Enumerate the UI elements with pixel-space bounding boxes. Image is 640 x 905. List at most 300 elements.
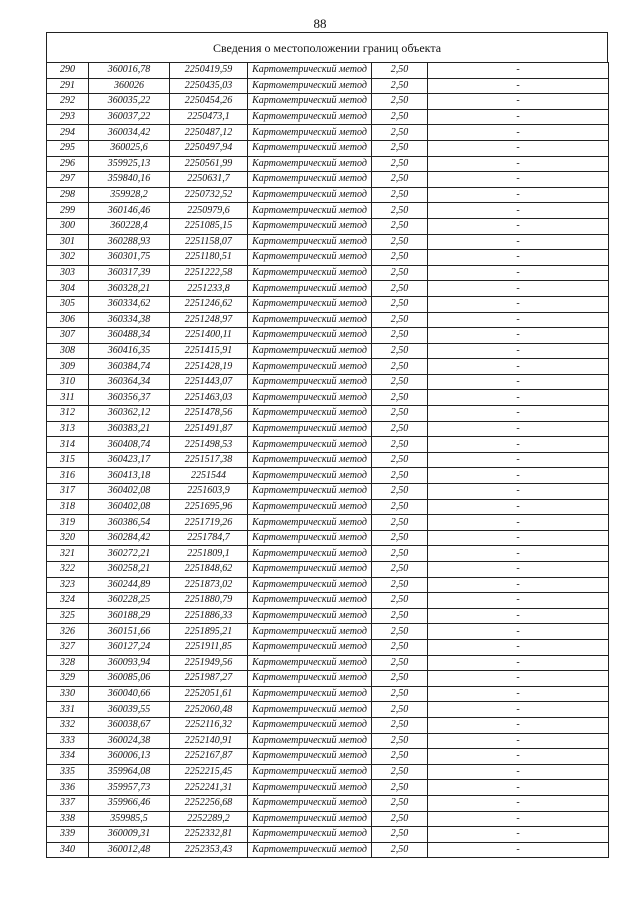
x-coordinate-cell: 359985,5 xyxy=(89,811,170,827)
y-coordinate-cell: 2251498,53 xyxy=(170,437,248,453)
x-coordinate-cell: 360085,06 xyxy=(89,671,170,687)
description-cell: - xyxy=(428,187,609,203)
accuracy-cell: 2,50 xyxy=(372,359,428,375)
accuracy-cell: 2,50 xyxy=(372,577,428,593)
x-coordinate-cell: 359957,73 xyxy=(89,780,170,796)
method-cell: Картометрический метод xyxy=(248,406,372,422)
accuracy-cell: 2,50 xyxy=(372,639,428,655)
description-cell: - xyxy=(428,218,609,234)
point-number-cell: 302 xyxy=(47,250,89,266)
description-cell: - xyxy=(428,639,609,655)
point-number-cell: 324 xyxy=(47,593,89,609)
y-coordinate-cell: 2251233,8 xyxy=(170,281,248,297)
point-number-cell: 312 xyxy=(47,406,89,422)
method-cell: Картометрический метод xyxy=(248,827,372,843)
y-coordinate-cell: 2251719,26 xyxy=(170,515,248,531)
method-cell: Картометрический метод xyxy=(248,655,372,671)
x-coordinate-cell: 359964,08 xyxy=(89,764,170,780)
table-row xyxy=(47,593,609,609)
table-row xyxy=(47,281,609,297)
description-cell: - xyxy=(428,764,609,780)
accuracy-cell: 2,50 xyxy=(372,671,428,687)
point-number-cell: 311 xyxy=(47,390,89,406)
description-cell: - xyxy=(428,702,609,718)
method-cell: Картометрический метод xyxy=(248,546,372,562)
accuracy-cell: 2,50 xyxy=(372,842,428,858)
x-coordinate-cell: 360416,35 xyxy=(89,343,170,359)
coordinates-table-body xyxy=(47,63,609,858)
y-coordinate-cell: 2251463,03 xyxy=(170,390,248,406)
point-number-cell: 338 xyxy=(47,811,89,827)
x-coordinate-cell: 360024,38 xyxy=(89,733,170,749)
method-cell: Картометрический метод xyxy=(248,234,372,250)
y-coordinate-cell: 2252060,48 xyxy=(170,702,248,718)
accuracy-cell: 2,50 xyxy=(372,374,428,390)
point-number-cell: 337 xyxy=(47,795,89,811)
accuracy-cell: 2,50 xyxy=(372,265,428,281)
description-cell: - xyxy=(428,608,609,624)
method-cell: Картометрический метод xyxy=(248,187,372,203)
method-cell: Картометрический метод xyxy=(248,530,372,546)
point-number-cell: 309 xyxy=(47,359,89,375)
y-coordinate-cell: 2252167,87 xyxy=(170,749,248,765)
table-row xyxy=(47,452,609,468)
y-coordinate-cell: 2252140,91 xyxy=(170,733,248,749)
accuracy-cell: 2,50 xyxy=(372,437,428,453)
accuracy-cell: 2,50 xyxy=(372,686,428,702)
method-cell: Картометрический метод xyxy=(248,733,372,749)
method-cell: Картометрический метод xyxy=(248,374,372,390)
table-row xyxy=(47,296,609,312)
point-number-cell: 305 xyxy=(47,296,89,312)
accuracy-cell: 2,50 xyxy=(372,749,428,765)
accuracy-cell: 2,50 xyxy=(372,390,428,406)
description-cell: - xyxy=(428,78,609,94)
y-coordinate-cell: 2250979,6 xyxy=(170,203,248,219)
point-number-cell: 295 xyxy=(47,140,89,156)
x-coordinate-cell: 360034,42 xyxy=(89,125,170,141)
x-coordinate-cell: 360127,24 xyxy=(89,639,170,655)
table-row xyxy=(47,764,609,780)
table-row xyxy=(47,187,609,203)
accuracy-cell: 2,50 xyxy=(372,421,428,437)
table-row xyxy=(47,671,609,687)
table-row xyxy=(47,156,609,172)
table-row xyxy=(47,686,609,702)
point-number-cell: 313 xyxy=(47,421,89,437)
accuracy-cell: 2,50 xyxy=(372,156,428,172)
method-cell: Картометрический метод xyxy=(248,156,372,172)
y-coordinate-cell: 2250561,99 xyxy=(170,156,248,172)
accuracy-cell: 2,50 xyxy=(372,218,428,234)
table-row xyxy=(47,250,609,266)
x-coordinate-cell: 360413,18 xyxy=(89,468,170,484)
description-cell: - xyxy=(428,530,609,546)
page-number: 88 xyxy=(313,16,327,31)
y-coordinate-cell: 2251886,33 xyxy=(170,608,248,624)
method-cell: Картометрический метод xyxy=(248,343,372,359)
table-row xyxy=(47,717,609,733)
x-coordinate-cell: 359966,46 xyxy=(89,795,170,811)
table-row xyxy=(47,499,609,515)
table-row xyxy=(47,421,609,437)
description-cell: - xyxy=(428,359,609,375)
method-cell: Картометрический метод xyxy=(248,281,372,297)
y-coordinate-cell: 2251491,87 xyxy=(170,421,248,437)
x-coordinate-cell: 360301,75 xyxy=(89,250,170,266)
point-number-cell: 296 xyxy=(47,156,89,172)
x-coordinate-cell: 360006,13 xyxy=(89,749,170,765)
x-coordinate-cell: 360272,21 xyxy=(89,546,170,562)
x-coordinate-cell: 360362,12 xyxy=(89,406,170,422)
point-number-cell: 330 xyxy=(47,686,89,702)
table-row xyxy=(47,94,609,110)
y-coordinate-cell: 2251443,07 xyxy=(170,374,248,390)
description-cell: - xyxy=(428,499,609,515)
accuracy-cell: 2,50 xyxy=(372,795,428,811)
table-row xyxy=(47,265,609,281)
method-cell: Картометрический метод xyxy=(248,125,372,141)
accuracy-cell: 2,50 xyxy=(372,140,428,156)
table-row xyxy=(47,702,609,718)
point-number-cell: 328 xyxy=(47,655,89,671)
y-coordinate-cell: 2251478,56 xyxy=(170,406,248,422)
method-cell: Картометрический метод xyxy=(248,63,372,79)
point-number-cell: 339 xyxy=(47,827,89,843)
x-coordinate-cell: 359840,16 xyxy=(89,172,170,188)
description-cell: - xyxy=(428,421,609,437)
description-cell: - xyxy=(428,577,609,593)
accuracy-cell: 2,50 xyxy=(372,125,428,141)
method-cell: Картометрический метод xyxy=(248,328,372,344)
x-coordinate-cell: 360037,22 xyxy=(89,109,170,125)
y-coordinate-cell: 2252353,43 xyxy=(170,842,248,858)
x-coordinate-cell: 360026 xyxy=(89,78,170,94)
x-coordinate-cell: 360317,39 xyxy=(89,265,170,281)
method-cell: Картометрический метод xyxy=(248,203,372,219)
accuracy-cell: 2,50 xyxy=(372,702,428,718)
point-number-cell: 307 xyxy=(47,328,89,344)
point-number-cell: 340 xyxy=(47,842,89,858)
method-cell: Картометрический метод xyxy=(248,421,372,437)
x-coordinate-cell: 360328,21 xyxy=(89,281,170,297)
description-cell: - xyxy=(428,125,609,141)
description-cell: - xyxy=(428,250,609,266)
method-cell: Картометрический метод xyxy=(248,749,372,765)
description-cell: - xyxy=(428,328,609,344)
method-cell: Картометрический метод xyxy=(248,390,372,406)
method-cell: Картометрический метод xyxy=(248,780,372,796)
point-number-cell: 316 xyxy=(47,468,89,484)
x-coordinate-cell: 360228,25 xyxy=(89,593,170,609)
accuracy-cell: 2,50 xyxy=(372,187,428,203)
description-cell: - xyxy=(428,671,609,687)
description-cell: - xyxy=(428,109,609,125)
point-number-cell: 310 xyxy=(47,374,89,390)
description-cell: - xyxy=(428,296,609,312)
accuracy-cell: 2,50 xyxy=(372,655,428,671)
description-cell: - xyxy=(428,546,609,562)
point-number-cell: 317 xyxy=(47,484,89,500)
description-cell: - xyxy=(428,624,609,640)
table-row xyxy=(47,374,609,390)
table-row xyxy=(47,437,609,453)
table-row xyxy=(47,795,609,811)
accuracy-cell: 2,50 xyxy=(372,764,428,780)
point-number-cell: 326 xyxy=(47,624,89,640)
x-coordinate-cell: 360356,37 xyxy=(89,390,170,406)
table-row xyxy=(47,749,609,765)
point-number-cell: 320 xyxy=(47,530,89,546)
point-number-cell: 292 xyxy=(47,94,89,110)
y-coordinate-cell: 2251517,38 xyxy=(170,452,248,468)
point-number-cell: 308 xyxy=(47,343,89,359)
x-coordinate-cell: 360384,74 xyxy=(89,359,170,375)
table-row xyxy=(47,203,609,219)
method-cell: Картометрический метод xyxy=(248,109,372,125)
y-coordinate-cell: 2250419,59 xyxy=(170,63,248,79)
point-number-cell: 299 xyxy=(47,203,89,219)
description-cell: - xyxy=(428,343,609,359)
y-coordinate-cell: 2251222,58 xyxy=(170,265,248,281)
method-cell: Картометрический метод xyxy=(248,624,372,640)
x-coordinate-cell: 360334,38 xyxy=(89,312,170,328)
y-coordinate-cell: 2250473,1 xyxy=(170,109,248,125)
x-coordinate-cell: 360040,66 xyxy=(89,686,170,702)
y-coordinate-cell: 2251895,21 xyxy=(170,624,248,640)
accuracy-cell: 2,50 xyxy=(372,406,428,422)
table-row xyxy=(47,390,609,406)
y-coordinate-cell: 2252116,32 xyxy=(170,717,248,733)
x-coordinate-cell: 360038,67 xyxy=(89,717,170,733)
x-coordinate-cell: 360288,93 xyxy=(89,234,170,250)
method-cell: Картометрический метод xyxy=(248,717,372,733)
x-coordinate-cell: 360009,31 xyxy=(89,827,170,843)
table-row xyxy=(47,608,609,624)
method-cell: Картометрический метод xyxy=(248,593,372,609)
accuracy-cell: 2,50 xyxy=(372,281,428,297)
method-cell: Картометрический метод xyxy=(248,764,372,780)
table-row xyxy=(47,234,609,250)
description-cell: - xyxy=(428,172,609,188)
point-number-cell: 290 xyxy=(47,63,89,79)
method-cell: Картометрический метод xyxy=(248,312,372,328)
x-coordinate-cell: 360039,55 xyxy=(89,702,170,718)
accuracy-cell: 2,50 xyxy=(372,172,428,188)
description-cell: - xyxy=(428,827,609,843)
method-cell: Картометрический метод xyxy=(248,172,372,188)
y-coordinate-cell: 2251603,9 xyxy=(170,484,248,500)
description-cell: - xyxy=(428,655,609,671)
method-cell: Картометрический метод xyxy=(248,499,372,515)
x-coordinate-cell: 360488,34 xyxy=(89,328,170,344)
accuracy-cell: 2,50 xyxy=(372,203,428,219)
y-coordinate-cell: 2251784,7 xyxy=(170,530,248,546)
accuracy-cell: 2,50 xyxy=(372,452,428,468)
table-row xyxy=(47,780,609,796)
accuracy-cell: 2,50 xyxy=(372,593,428,609)
method-cell: Картометрический метод xyxy=(248,265,372,281)
y-coordinate-cell: 2252051,61 xyxy=(170,686,248,702)
y-coordinate-cell: 2251180,51 xyxy=(170,250,248,266)
x-coordinate-cell: 360402,08 xyxy=(89,499,170,515)
table-row xyxy=(47,468,609,484)
table-row xyxy=(47,811,609,827)
table-row xyxy=(47,546,609,562)
accuracy-cell: 2,50 xyxy=(372,530,428,546)
x-coordinate-cell: 360383,21 xyxy=(89,421,170,437)
y-coordinate-cell: 2251415,91 xyxy=(170,343,248,359)
table-row xyxy=(47,312,609,328)
x-coordinate-cell: 360012,48 xyxy=(89,842,170,858)
description-cell: - xyxy=(428,484,609,500)
x-coordinate-cell: 360228,4 xyxy=(89,218,170,234)
method-cell: Картометрический метод xyxy=(248,562,372,578)
description-cell: - xyxy=(428,156,609,172)
table-row xyxy=(47,343,609,359)
table-row xyxy=(47,827,609,843)
coordinates-table xyxy=(46,62,609,858)
y-coordinate-cell: 2250487,12 xyxy=(170,125,248,141)
method-cell: Картометрический метод xyxy=(248,452,372,468)
y-coordinate-cell: 2251246,62 xyxy=(170,296,248,312)
point-number-cell: 329 xyxy=(47,671,89,687)
description-cell: - xyxy=(428,452,609,468)
point-number-cell: 322 xyxy=(47,562,89,578)
accuracy-cell: 2,50 xyxy=(372,717,428,733)
accuracy-cell: 2,50 xyxy=(372,234,428,250)
accuracy-cell: 2,50 xyxy=(372,484,428,500)
method-cell: Картометрический метод xyxy=(248,250,372,266)
point-number-cell: 332 xyxy=(47,717,89,733)
y-coordinate-cell: 2252215,45 xyxy=(170,764,248,780)
point-number-cell: 325 xyxy=(47,608,89,624)
y-coordinate-cell: 2251428,19 xyxy=(170,359,248,375)
description-cell: - xyxy=(428,406,609,422)
x-coordinate-cell: 360364,34 xyxy=(89,374,170,390)
method-cell: Картометрический метод xyxy=(248,94,372,110)
description-cell: - xyxy=(428,562,609,578)
description-cell: - xyxy=(428,312,609,328)
x-coordinate-cell: 360244,89 xyxy=(89,577,170,593)
description-cell: - xyxy=(428,374,609,390)
method-cell: Картометрический метод xyxy=(248,140,372,156)
point-number-cell: 293 xyxy=(47,109,89,125)
x-coordinate-cell: 359928,2 xyxy=(89,187,170,203)
table-row xyxy=(47,655,609,671)
y-coordinate-cell: 2251695,96 xyxy=(170,499,248,515)
method-cell: Картометрический метод xyxy=(248,484,372,500)
table-row xyxy=(47,125,609,141)
table-row xyxy=(47,733,609,749)
description-cell: - xyxy=(428,390,609,406)
x-coordinate-cell: 360151,66 xyxy=(89,624,170,640)
method-cell: Картометрический метод xyxy=(248,795,372,811)
method-cell: Картометрический метод xyxy=(248,218,372,234)
point-number-cell: 304 xyxy=(47,281,89,297)
accuracy-cell: 2,50 xyxy=(372,250,428,266)
x-coordinate-cell: 360093,94 xyxy=(89,655,170,671)
description-cell: - xyxy=(428,468,609,484)
point-number-cell: 327 xyxy=(47,639,89,655)
accuracy-cell: 2,50 xyxy=(372,624,428,640)
point-number-cell: 334 xyxy=(47,749,89,765)
table-row xyxy=(47,109,609,125)
accuracy-cell: 2,50 xyxy=(372,63,428,79)
description-cell: - xyxy=(428,733,609,749)
table-row xyxy=(47,328,609,344)
table-row xyxy=(47,406,609,422)
accuracy-cell: 2,50 xyxy=(372,468,428,484)
method-cell: Картометрический метод xyxy=(248,639,372,655)
point-number-cell: 301 xyxy=(47,234,89,250)
table-row xyxy=(47,78,609,94)
x-coordinate-cell: 360423,17 xyxy=(89,452,170,468)
y-coordinate-cell: 2251400,11 xyxy=(170,328,248,344)
method-cell: Картометрический метод xyxy=(248,359,372,375)
y-coordinate-cell: 2251248,97 xyxy=(170,312,248,328)
y-coordinate-cell: 2251949,56 xyxy=(170,655,248,671)
y-coordinate-cell: 2250732,52 xyxy=(170,187,248,203)
table-row xyxy=(47,359,609,375)
point-number-cell: 314 xyxy=(47,437,89,453)
method-cell: Картометрический метод xyxy=(248,702,372,718)
description-cell: - xyxy=(428,717,609,733)
accuracy-cell: 2,50 xyxy=(372,296,428,312)
table-row xyxy=(47,218,609,234)
x-coordinate-cell: 360334,62 xyxy=(89,296,170,312)
method-cell: Картометрический метод xyxy=(248,608,372,624)
table-row xyxy=(47,530,609,546)
accuracy-cell: 2,50 xyxy=(372,546,428,562)
description-cell: - xyxy=(428,94,609,110)
x-coordinate-cell: 360146,46 xyxy=(89,203,170,219)
table-row xyxy=(47,484,609,500)
description-cell: - xyxy=(428,795,609,811)
x-coordinate-cell: 360386,54 xyxy=(89,515,170,531)
table-row xyxy=(47,624,609,640)
x-coordinate-cell: 360025,6 xyxy=(89,140,170,156)
point-number-cell: 291 xyxy=(47,78,89,94)
method-cell: Картометрический метод xyxy=(248,842,372,858)
point-number-cell: 300 xyxy=(47,218,89,234)
point-number-cell: 335 xyxy=(47,764,89,780)
accuracy-cell: 2,50 xyxy=(372,827,428,843)
description-cell: - xyxy=(428,234,609,250)
y-coordinate-cell: 2251911,85 xyxy=(170,639,248,655)
method-cell: Картометрический метод xyxy=(248,515,372,531)
point-number-cell: 315 xyxy=(47,452,89,468)
y-coordinate-cell: 2251158,07 xyxy=(170,234,248,250)
table-row xyxy=(47,140,609,156)
y-coordinate-cell: 2250497,94 xyxy=(170,140,248,156)
section-title: Сведения о местоположении границ объекта xyxy=(46,32,608,62)
y-coordinate-cell: 2251085,15 xyxy=(170,218,248,234)
description-cell: - xyxy=(428,780,609,796)
point-number-cell: 294 xyxy=(47,125,89,141)
description-cell: - xyxy=(428,686,609,702)
method-cell: Картометрический метод xyxy=(248,437,372,453)
description-cell: - xyxy=(428,281,609,297)
table-row xyxy=(47,577,609,593)
x-coordinate-cell: 360402,08 xyxy=(89,484,170,500)
x-coordinate-cell: 360188,29 xyxy=(89,608,170,624)
x-coordinate-cell: 359925,13 xyxy=(89,156,170,172)
y-coordinate-cell: 2250454,26 xyxy=(170,94,248,110)
point-number-cell: 321 xyxy=(47,546,89,562)
table-row xyxy=(47,515,609,531)
x-coordinate-cell: 360258,21 xyxy=(89,562,170,578)
